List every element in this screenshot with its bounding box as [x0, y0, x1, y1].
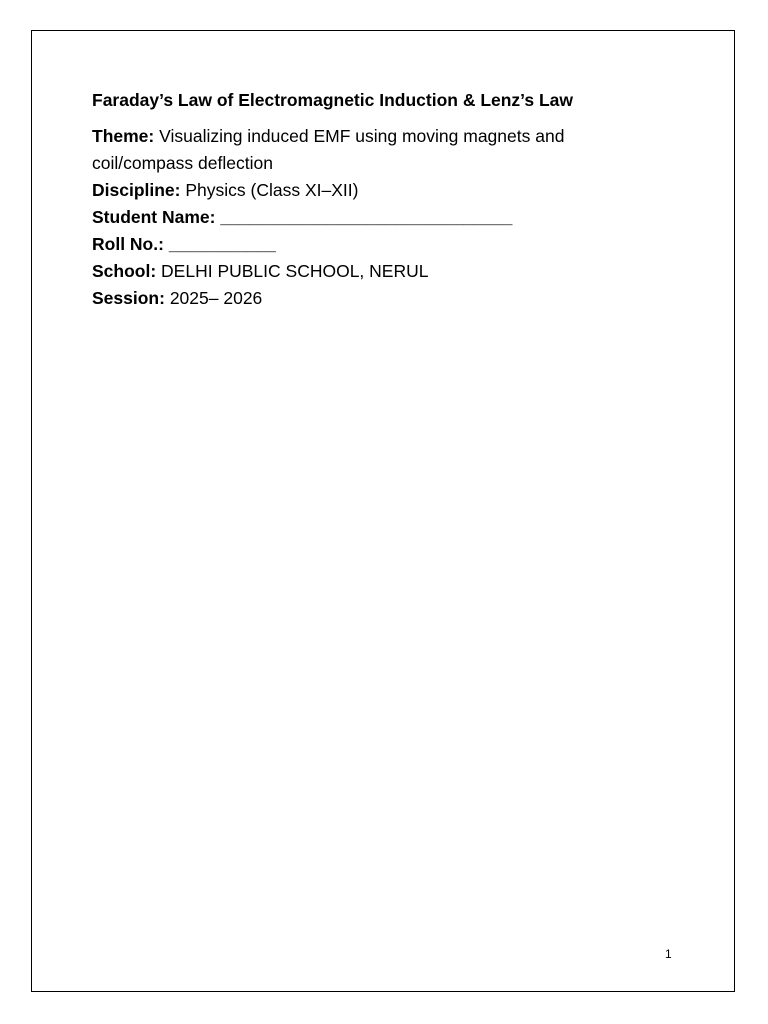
school-label: School:: [92, 261, 157, 281]
discipline-value: Physics (Class XI–XII): [185, 180, 359, 200]
student-name-label: Student Name:: [92, 207, 216, 227]
document-title: Faraday’s Law of Electromagnetic Induction & Lenz’s Law: [92, 90, 574, 110]
roll-no-label: Roll No.:: [92, 234, 164, 254]
roll-no-line: [92, 231, 632, 258]
student-name-blank: ______________________________: [220, 207, 513, 227]
discipline-line: [92, 177, 632, 204]
session-value: 2025– 2026: [169, 288, 263, 308]
student-name-line: [92, 204, 632, 231]
theme-label: Theme:: [92, 126, 155, 146]
session-line: [92, 285, 632, 312]
discipline-label: Discipline:: [92, 180, 181, 200]
school-line: [92, 258, 632, 285]
theme-value: Visualizing induced EMF using moving magnets and coil/compass deflection: [92, 126, 565, 173]
roll-no-blank: ___________: [168, 234, 276, 254]
theme-line: [92, 123, 632, 177]
school-value: DELHI PUBLIC SCHOOL, NERUL: [161, 261, 429, 281]
session-label: Session:: [92, 288, 165, 308]
document-info-block: [92, 123, 632, 312]
page-number: 1: [665, 947, 672, 961]
